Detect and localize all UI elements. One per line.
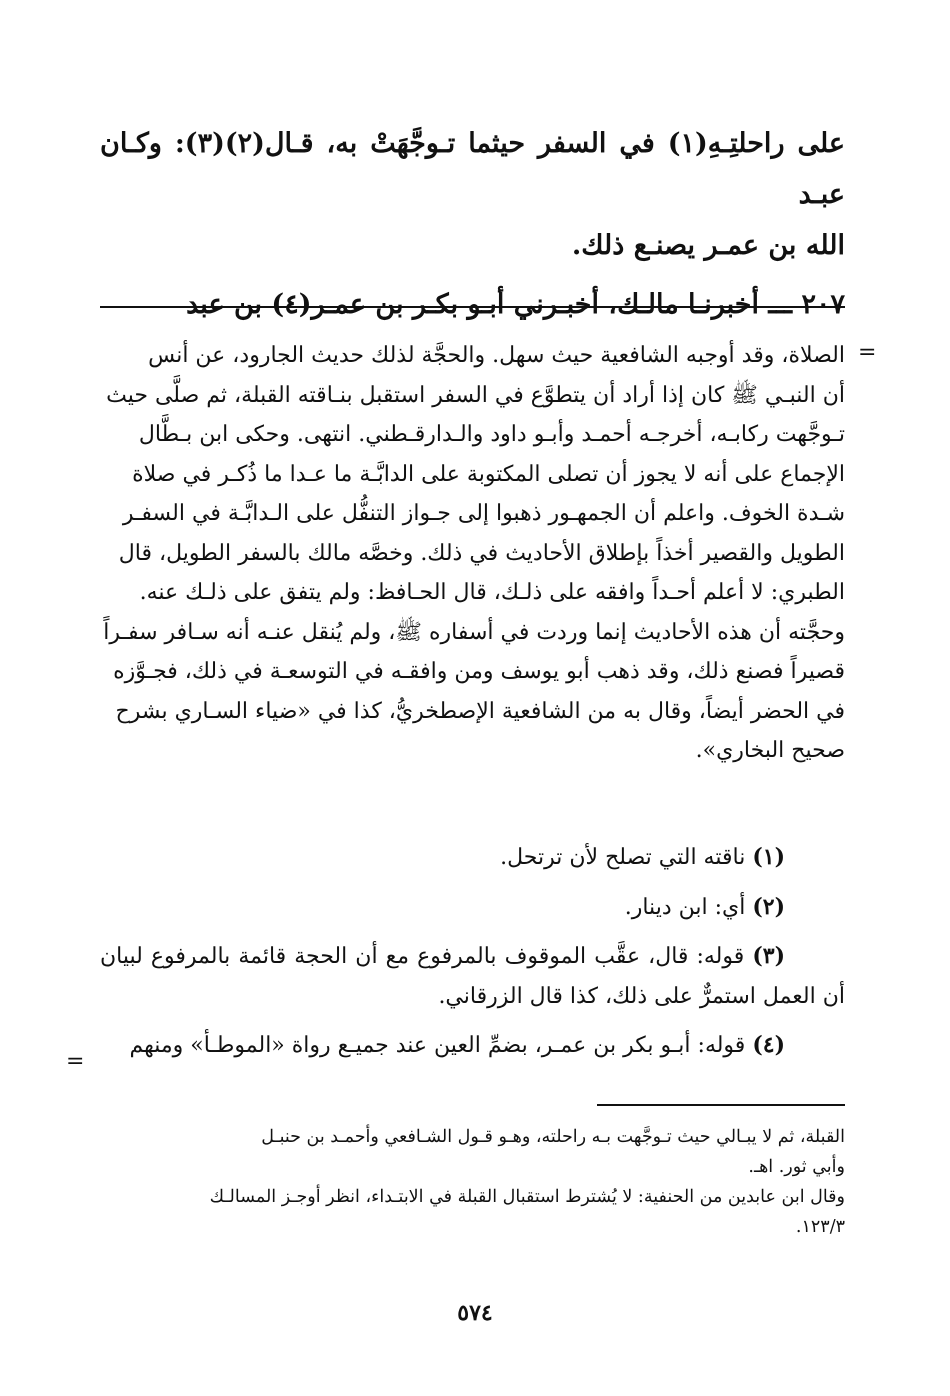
subnote-line: القبلة، ثم لا يبـالي حيث تـوجَّهت بـه راحلته، وهـو قـول الشـافعي وأحمـد بن حنبـل — [261, 1127, 845, 1147]
footnote-number: (١) — [752, 844, 785, 870]
commentary-line: تـوجَّهت ركابـه، أخرجـه أحمـد وأبـو داود والـدارقـطني. انتهى. وحكى ابن بـطَّال — [138, 422, 845, 447]
main-text-line: على راحلتِـهِ(١) في السفر حيثما تـوجَّهَتْ به، قـال(٢)(٣): وكـان عبـد — [100, 128, 845, 210]
main-text — [100, 118, 845, 330]
footnote-continuation-marker: = — [66, 1049, 85, 1074]
footnote-text: أي: ابن دينار. — [624, 894, 746, 920]
commentary-line: شـدة الخوف. واعلم أن الجمهـور ذهبوا إلى جـواز التنفُّل على الـدابَّـة في السفـر — [122, 501, 845, 526]
main-divider — [100, 306, 845, 308]
continuation-marker: = — [858, 340, 877, 365]
footnote-number: (٤) — [752, 1032, 785, 1058]
subnote-line: وقال ابن عابدين من الحنفية: لا يُشترط استقبال القبلة في الابتـداء، انظر أوجـز المسالـك — [209, 1187, 845, 1207]
hadith-207: ٢٠٧ ـــ أخبرنـا مالـك، أخبـرني أبـو بكـر بن عمـر(٤) بن عبد — [186, 289, 845, 320]
footnote-number: (٢) — [752, 893, 785, 920]
footnote-text: قوله: أبـو بكر بن عمـر، بضمِّ العين عند جميـع رواة «الموطـأ» ومنهم — [129, 1033, 746, 1058]
page-number: ٥٧٤ — [457, 1300, 493, 1326]
footnote-1 — [100, 838, 845, 878]
sub-notes — [100, 1122, 845, 1242]
footnote-number: (٣) — [752, 943, 785, 969]
subnote-line: ١٢٣/٣. — [795, 1217, 845, 1237]
footnote-3 — [100, 937, 845, 1016]
commentary-line: في الحضر أيضاً، وقال به من الشافعية الإصطخريُّ، كذا في «ضياء السـاري بشرح — [115, 698, 845, 724]
commentary-line: وحجَّته أن هذه الأحاديث إنما وردت في أسفاره ﷺ، ولم يُنقل عنـه أنه سـافر سفـراً — [103, 619, 845, 645]
commentary-line: أن النبـي ﷺ كان إذا أراد أن يتطوَّع في السفر استقبل بنـاقته القبلة، ثم صلَّى حيث — [106, 382, 845, 408]
main-text-line: الله بن عمـر يصنـع ذلك. — [571, 230, 845, 261]
footnote-text: قوله: قال، عقَّب الموقوف بالمرفوع مع أن الحجة قائمة بالمرفوع لبيان أن العمل استمرٌّ على ذلك، كذا قال الزرقاني. — [100, 944, 845, 1009]
footnote-4 — [100, 1026, 845, 1066]
footnote-2 — [100, 888, 845, 928]
commentary-line: قصيراً فصنع ذلك، وقد ذهب أبو يوسف ومن وافقـه في التوسعـة في ذلك، فجـوَّزه — [113, 659, 845, 684]
commentary-line: الطبري: لا أعلم أحـداً وافقه على ذلـك، قال الحـافظ: ولم يتفق على ذلـك عنه. — [139, 580, 845, 605]
commentary-block — [100, 336, 845, 771]
footnote-text: ناقته التي تصلح لأن ترتحل. — [500, 845, 746, 870]
footnotes — [100, 838, 845, 1066]
subnote-divider — [597, 1104, 845, 1106]
subnote-line: وأبي ثور. اهـ. — [748, 1157, 845, 1177]
commentary-line: الطويل والقصير أخذاً بإطلاق الأحاديث في ذلك. وخصَّه مالك بالسفر الطويل، قال — [118, 540, 845, 566]
commentary-line: الصلاة، وقد أوجبه الشافعية حيث سهل. والحجَّة لذلك حديث الجارود، عن أنس — [148, 343, 845, 368]
commentary-line: صحيح البخاري». — [695, 738, 845, 763]
commentary-line: الإجماع على أنه لا يجوز أن تصلى المكتوبة على الدابَّـة ما عـدا ما ذُكـر في صلاة — [132, 461, 845, 487]
